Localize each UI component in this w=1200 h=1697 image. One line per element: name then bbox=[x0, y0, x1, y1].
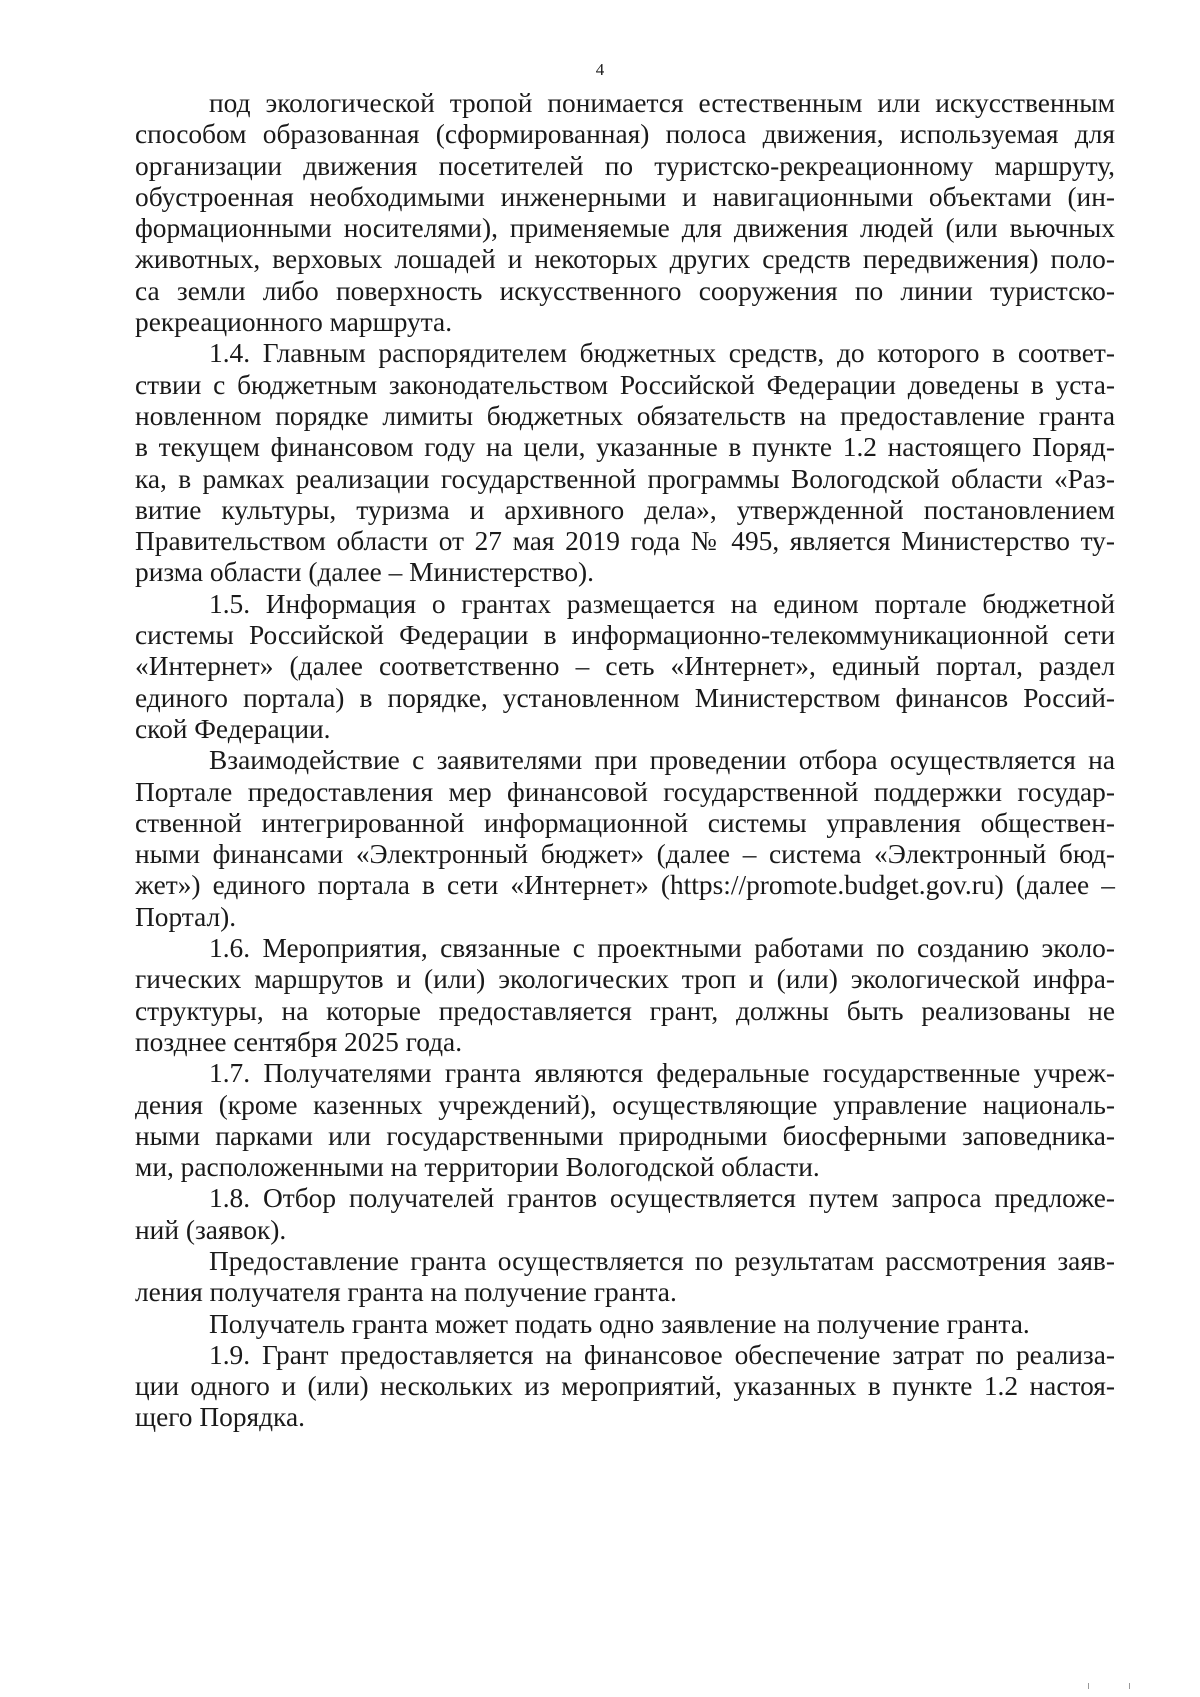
text-line: системы Российской Федерации в информационно-телекоммуникационной сети bbox=[135, 620, 1115, 651]
text-line: ка, в рамках реализации государственной программы Вологодской области «Раз- bbox=[135, 463, 1115, 494]
paragraph bbox=[135, 933, 1115, 1058]
text-line: организации движения посетителей по туристско-рекреационному маршруту, bbox=[135, 150, 1115, 181]
text-line: животных, верховых лошадей и некоторых других средств передвижения) поло- bbox=[135, 244, 1115, 275]
scan-artifact bbox=[1088, 1683, 1130, 1689]
text-line: ными парками или государственными природными биосферными заповедника- bbox=[135, 1120, 1115, 1151]
text-line: Портал). bbox=[135, 901, 237, 932]
text-line: 1.6. Мероприятия, связанные с проектными работами по созданию эколо- bbox=[209, 933, 1115, 964]
text-line: витие культуры, туризма и архивного дела», утвержденной постановлением bbox=[135, 494, 1115, 525]
paragraph bbox=[135, 1340, 1115, 1434]
text-line: единого портала) в порядке, установленном Министерством финансов Россий- bbox=[135, 682, 1115, 713]
text-line: ными финансами «Электронный бюджет» (далее – система «Электронный бюд- bbox=[135, 839, 1115, 870]
paragraph bbox=[135, 589, 1115, 745]
paragraph bbox=[135, 745, 1115, 933]
paragraph bbox=[135, 1309, 1115, 1340]
paragraph bbox=[135, 338, 1115, 588]
text-line: 1.4. Главным распорядителем бюджетных средств, до которого в соответ- bbox=[209, 338, 1115, 369]
text-line: ми, расположенными на территории Вологодской области. bbox=[135, 1152, 820, 1183]
text-line: ции одного и (или) нескольких из мероприятий, указанных в пункте 1.2 настоя- bbox=[135, 1371, 1115, 1402]
text-line: способом образованная (сформированная) полоса движения, используемая для bbox=[135, 119, 1115, 150]
text-line: ления получателя гранта на получение гранта. bbox=[135, 1277, 677, 1308]
text-line: новленном порядке лимиты бюджетных обязательств на предоставление гранта bbox=[135, 400, 1115, 431]
text-line: Предоставление гранта осуществляется по результатам рассмотрения заяв- bbox=[209, 1245, 1115, 1276]
paragraph bbox=[135, 1058, 1115, 1183]
text-line: жет») единого портала в сети «Интернет» (https://promote.budget.gov.ru) (далее – bbox=[135, 870, 1115, 901]
text-line: «Интернет» (далее соответственно – сеть «Интернет», единый портал, раздел bbox=[135, 651, 1115, 682]
text-line: Правительством области от 27 мая 2019 года № 495, является Министерство ту- bbox=[135, 526, 1115, 557]
document-body bbox=[135, 88, 1115, 1434]
text-line: ствии с бюджетным законодательством Российской Федерации доведены в уста- bbox=[135, 369, 1115, 400]
text-line: дения (кроме казенных учреждений), осуществляющие управление националь- bbox=[135, 1089, 1115, 1120]
text-line: ризма области (далее – Министерство). bbox=[135, 557, 595, 588]
text-line: под экологической тропой понимается естественным или искусственным bbox=[209, 88, 1115, 118]
page-number: 4 bbox=[595, 60, 605, 79]
text-line: 1.5. Информация о грантах размещается на едином портале бюджетной bbox=[209, 588, 1115, 619]
text-line: 1.7. Получателями гранта являются федеральные государственные учреж- bbox=[209, 1058, 1115, 1089]
text-line: формационными носителями), применяемые для движения людей (или вьючных bbox=[135, 213, 1115, 244]
text-line: ственной интегрированной информационной системы управления обществен- bbox=[135, 807, 1115, 838]
paragraph bbox=[135, 1246, 1115, 1309]
text-line: позднее сентября 2025 года. bbox=[135, 1026, 463, 1057]
text-line: 1.9. Грант предоставляется на финансовое обеспечение затрат по реализа- bbox=[209, 1339, 1115, 1370]
text-line: структуры, на которые предоставляется грант, должны быть реализованы не bbox=[135, 995, 1115, 1026]
text-line: Получатель гранта может подать одно заявление на получение гранта. bbox=[209, 1308, 1030, 1339]
text-line: рекреационного маршрута. bbox=[135, 307, 453, 338]
text-line: Портале предоставления мер финансовой государственной поддержки государ- bbox=[135, 776, 1115, 807]
text-line: са земли либо поверхность искусственного сооружения по линии туристско- bbox=[135, 275, 1115, 306]
text-line: ской Федерации. bbox=[135, 713, 331, 744]
text-line: Взаимодействие с заявителями при проведении отбора осуществляется на bbox=[209, 745, 1115, 776]
text-line: ний (заявок). bbox=[135, 1214, 287, 1245]
paragraph bbox=[135, 88, 1115, 338]
paragraph bbox=[135, 1183, 1115, 1246]
text-line: в текущем финансовом году на цели, указанные в пункте 1.2 настоящего Поряд- bbox=[135, 432, 1115, 463]
text-line: обустроенная необходимыми инженерными и навигационными объектами (ин- bbox=[135, 181, 1115, 212]
text-line: гических маршрутов и (или) экологических троп и (или) экологической инфра- bbox=[135, 964, 1115, 995]
text-line: 1.8. Отбор получателей грантов осуществляется путем запроса предложе- bbox=[209, 1183, 1115, 1214]
text-line: щего Порядка. bbox=[135, 1402, 305, 1433]
